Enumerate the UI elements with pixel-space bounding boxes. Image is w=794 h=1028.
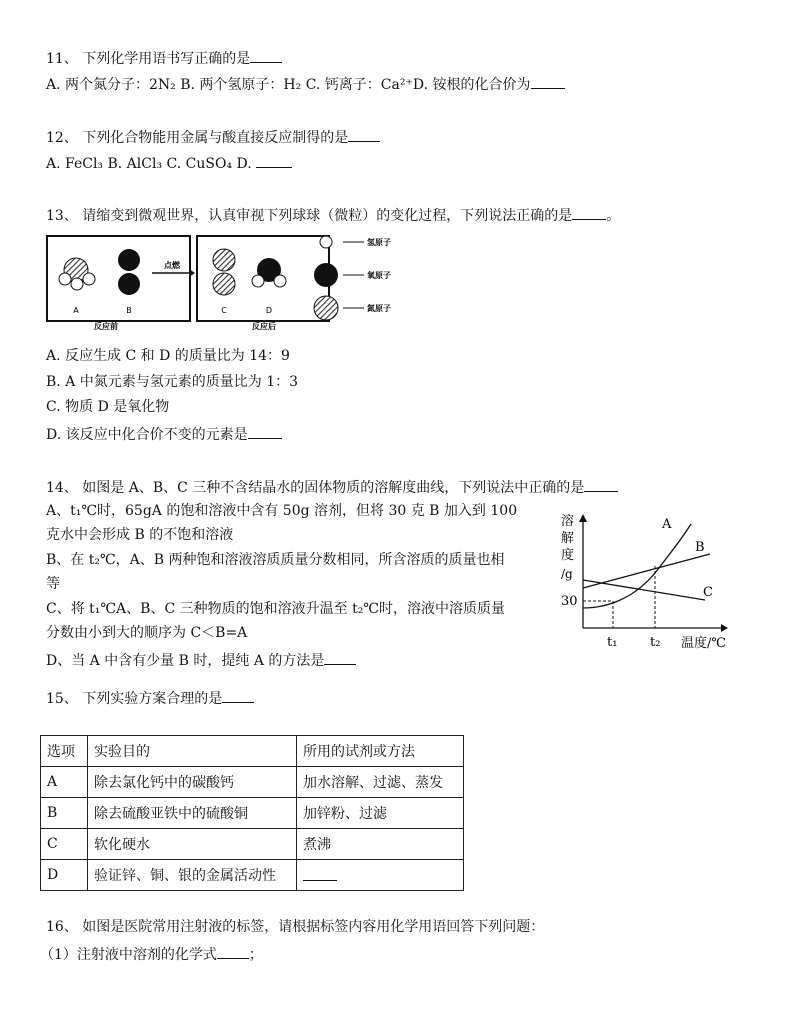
q14-option-c-line2: 分数由小到大的顺序为 C＜B=A <box>46 625 248 641</box>
arrow-condition: 点燃 <box>164 261 180 270</box>
q14-option-c-line1: C、将 t₁℃A、B、C 三种物质的饱和溶液升温至 t₂℃时，溶液中溶质质量 <box>46 601 505 617</box>
legend-nitrogen-icon <box>314 296 338 320</box>
legend-oxygen: 氧原子 <box>367 271 391 280</box>
table-cell: 验证锌、铜、银的金属活动性 <box>88 860 297 891</box>
answer-blank[interactable] <box>256 153 292 168</box>
label-b: B <box>126 306 132 315</box>
table-cell: C <box>41 829 88 860</box>
x-tick-t1: t₁ <box>607 635 618 650</box>
table-cell: A <box>41 767 88 798</box>
ylabel-3: 度 <box>561 548 575 563</box>
answer-blank[interactable] <box>348 127 380 142</box>
x-tick-t2: t₂ <box>650 635 661 650</box>
legend-oxygen-icon <box>314 263 338 287</box>
y-axis-arrow-icon <box>579 514 587 522</box>
q13-stem: 13、 请缩变到微观世界，认真审视下列球球（微粒）的变化过程，下列说法正确的是 。 <box>46 205 620 225</box>
q13-option-b: B. A 中氮元素与氢元素的质量比为 1：3 <box>46 374 299 390</box>
table-cell: B <box>41 798 88 829</box>
q14-option-d: D、当 A 中含有少量 B 时，提纯 A 的方法是 <box>46 650 356 670</box>
answer-blank[interactable] <box>584 477 618 492</box>
answer-blank[interactable] <box>531 74 565 89</box>
label-d: D <box>265 306 273 315</box>
q16-stem: 16、 如图是医院常用注射液的标签，请根据标签内容用化学用语回答下列问题： <box>46 919 545 935</box>
answer-blank[interactable] <box>572 205 606 220</box>
table-row <box>41 798 464 829</box>
q14-option-b-line2: 等 <box>46 576 60 592</box>
q14-option-a-line2: 克水中会形成 B 的不饱和溶液 <box>46 527 234 543</box>
q13-option-d: D. 该反应中化合价不变的元素是 <box>46 424 282 444</box>
legend <box>314 236 391 320</box>
table-header: 实验目的 <box>88 736 297 767</box>
series-label-c: C <box>703 585 713 600</box>
table-cell-answer <box>297 860 464 891</box>
ylabel-4: /g <box>561 567 573 581</box>
reaction-diagram <box>44 232 404 332</box>
table-cell: 除去硫酸亚铁中的硫酸铜 <box>88 798 297 829</box>
table-row <box>41 860 464 891</box>
legend-hydrogen: 氢原子 <box>367 238 391 247</box>
series-label-a: A <box>662 517 672 532</box>
molecule-b <box>118 249 140 295</box>
ylabel-1: 溶 <box>561 514 575 529</box>
legend-nitrogen: 氮原子 <box>367 304 391 313</box>
q11-stem: 11、 下列化学用语书写正确的是 <box>46 48 282 68</box>
table-cell: 加水溶解、过滤、蒸发 <box>297 767 464 798</box>
answer-blank[interactable] <box>324 650 356 665</box>
y-tick-30: 30 <box>561 594 578 609</box>
before-caption: 反应前 <box>94 322 118 331</box>
arrow-head-icon <box>189 269 195 277</box>
table-row <box>41 829 464 860</box>
experiment-table <box>40 735 464 891</box>
curve-c <box>583 580 705 600</box>
x-axis-label: 温度/℃ <box>681 636 726 651</box>
q12-stem: 12、 下列化合物能用金属与酸直接反应制得的是 <box>46 127 380 147</box>
label-c: C <box>221 306 227 315</box>
table-header: 所用的试剂或方法 <box>297 736 464 767</box>
answer-blank[interactable] <box>222 688 254 703</box>
q13-option-a: A. 反应生成 C 和 D 的质量比为 14：9 <box>46 348 290 364</box>
table-cell: D <box>41 860 88 891</box>
legend-hydrogen-icon <box>320 236 332 248</box>
table-cell: 软化硬水 <box>88 829 297 860</box>
label-a: A <box>73 306 79 315</box>
q11-options: A. 两个氮分子：2N₂ B. 两个氢原子：H₂ C. 钙离子：Ca²⁺D. 铵根的化合价为 <box>46 74 565 94</box>
answer-blank[interactable] <box>248 424 282 439</box>
after-caption: 反应后 <box>252 322 276 331</box>
table-cell: 煮沸 <box>297 829 464 860</box>
table-cell: 除去氯化钙中的碳酸钙 <box>88 767 297 798</box>
answer-blank[interactable] <box>217 944 249 959</box>
solubility-chart <box>555 510 740 656</box>
q14-option-a-line1: A、t₁℃时，65gA 的饱和溶液中含有 50g 溶剂，但将 30 克 B 加入到 100 <box>46 503 518 519</box>
q14-stem: 14、 如图是 A、B、C 三种不含结晶水的固体物质的溶解度曲线，下列说法中正确的是 <box>46 477 618 497</box>
q13-option-c: C. 物质 D 是氧化物 <box>46 399 170 415</box>
q16-sub1: （1）注射液中溶剂的化学式 ； <box>40 944 263 964</box>
answer-blank[interactable] <box>303 866 337 881</box>
q12-options: A. FeCl₃ B. AlCl₃ C. CuSO₄ D. <box>46 153 292 173</box>
molecule-d <box>252 258 286 287</box>
ylabel-2: 解 <box>561 531 575 546</box>
molecule-c <box>213 249 235 295</box>
table-row <box>41 767 464 798</box>
q14-option-b-line1: B、在 t₂℃，A、B 两种饱和溶液溶质质量分数相同，所含溶质的质量也相 <box>46 552 505 568</box>
molecule-a <box>59 258 95 290</box>
answer-blank[interactable] <box>250 48 282 63</box>
table-cell: 加锌粉、过滤 <box>297 798 464 829</box>
table-header: 选项 <box>41 736 88 767</box>
x-axis-arrow-icon <box>721 624 728 632</box>
table-header-row <box>41 736 464 767</box>
q15-stem: 15、 下列实验方案合理的是 <box>46 688 254 708</box>
series-label-b: B <box>695 540 705 555</box>
